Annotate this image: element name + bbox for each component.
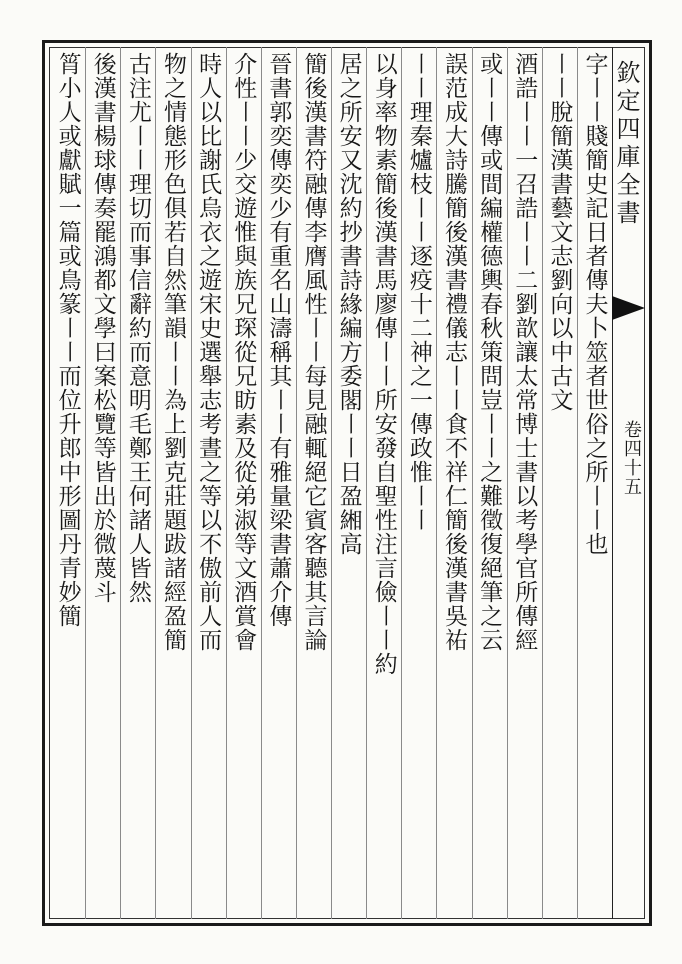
text-column: 後漢書楊球傳奏罷鴻都文學曰案松覽等皆出於微蔑斗 [89,52,116,604]
text-column: 或〡〡傳或間編權德輿春秋策問豈〡〡之難徵復絕筆之云 [476,52,503,652]
text-column: 古注尤〡〡理切而事信辭約而意明毛鄭王何諸人皆然 [124,52,151,604]
column-divider [472,47,473,919]
text-column: 物之情態形色俱若自然筆韻〡〡為上劉克莊題跋諸經盈簡 [159,52,186,652]
column-divider [366,47,367,919]
text-column: 以身率物素簡後漢書馬廖傳〡〡所安發自聖性注言儉〡〡約 [370,52,397,676]
text-column: 介性〡〡少交遊惟與族兄琛從兄眆素及從弟淑等文酒賞會 [230,52,257,652]
text-column: 時人以比謝氏烏衣之遊宋史選舉志考晝之等以不傲前人而 [195,52,222,652]
text-column: 晉書郭奕傳奕少有重名山濤稱其〡〡有雅量梁書蕭介傳 [265,52,292,628]
volume-number: 卷四十五 [621,420,642,496]
text-column: 〡〡理秦爐枝〡〡逐疫十二神之一傳政惟〡〡 [405,52,432,532]
column-divider [507,47,508,919]
text-column: 〡〡脫簡漢書藝文志劉向以中古文 [546,52,573,412]
text-column: 居之所安又沈約抄書詩緣編方委閣〡〡日盈緗高 [335,52,362,556]
column-divider [542,47,543,919]
column-divider [226,47,227,919]
text-column: 字〡〡賤簡史記日者傳夫卜筮者世俗之所〡〡也 [581,52,608,556]
text-column: 筲小人或獻賦一篇或鳥篆〡〡而位升郎中形圖丹青妙簡 [54,52,81,628]
column-divider [120,47,121,919]
column-divider [85,47,86,919]
column-divider [401,47,402,919]
column-divider [261,47,262,919]
text-column: 簡後漢書符融傳李膺風性〡〡每見融輒絕它賓客聽其言論 [300,52,327,652]
text-column: 酒誥〡〡一召誥〡〡二劉歆讓太常博士書以考學官所傳經 [511,52,538,652]
text-column: 誤范成大詩騰簡後漢書禮儀志〡〡食不祥仁簡後漢書吳祐 [440,52,467,652]
column-divider [577,47,578,919]
column-divider [331,47,332,919]
column-divider [296,47,297,919]
column-divider [436,47,437,919]
book-title: 欽定四庫全書 [612,60,640,228]
column-divider [155,47,156,919]
column-divider [191,47,192,919]
fish-tail-mark-icon [612,296,645,326]
